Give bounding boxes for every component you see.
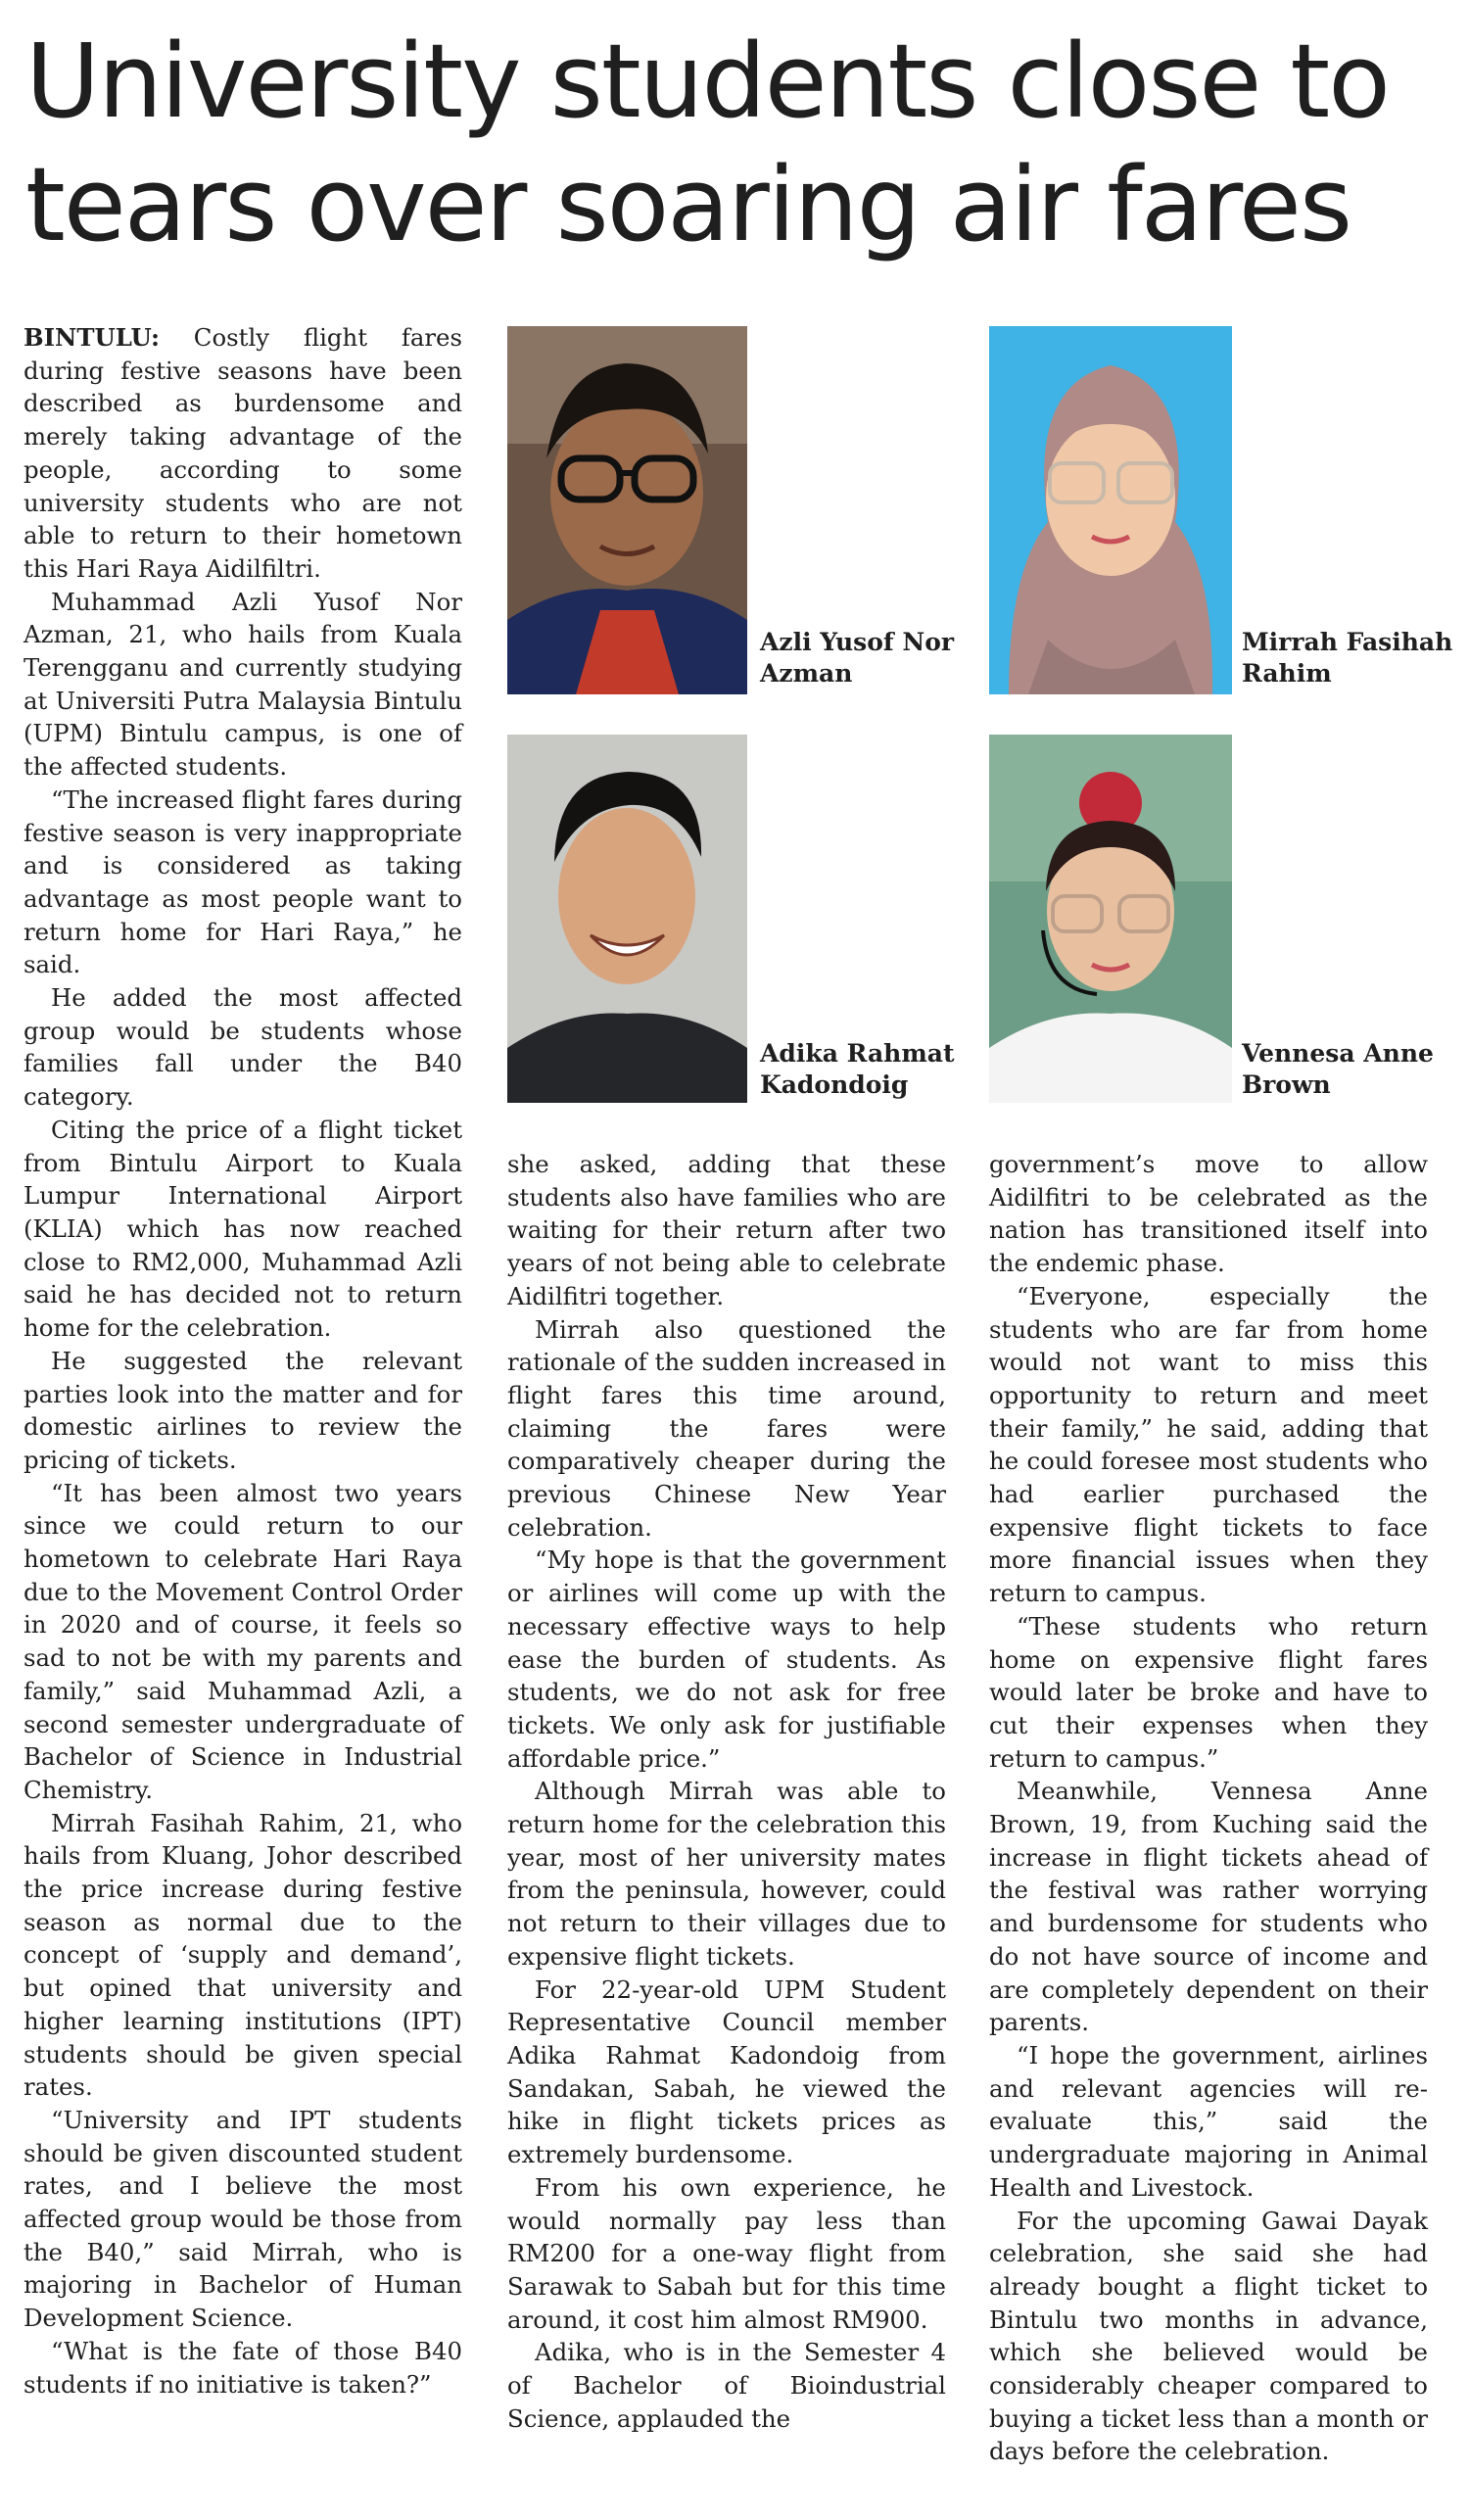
paragraph: government’s move to allow Aidilfitri to be celebrated as the nation has transitioned itself into the endemic phase.: [989, 1150, 1428, 1278]
portrait-photo-azli: [507, 326, 747, 694]
paragraph: Muhammad Azli Yusof Nor Azman, 21, who hails from Kuala Terengganu and currently studying at Universiti Putra Malaysia Bintulu (UPM) Bintulu campus, is one of the affected students.: [24, 587, 462, 782]
paragraph: Citing the price of a flight ticket from Bintulu Airport to Kuala Lumpur International Airport (KLIA) which has now reached close to RM2,000, Muhammad Azli said he has decided not to return home for the celebration.: [24, 1115, 462, 1343]
paragraph: “These students who return home on expensive flight fares would later be broke and have to cut their expenses when they return to campus.”: [989, 1611, 1428, 1773]
portrait-photo-vennesa: [989, 735, 1232, 1103]
article-column-3: [989, 1148, 1428, 2468]
paragraph: “Everyone, especially the students who are far from home would not want to miss this opportunity to return and meet their family,” he said, adding that he could foresee most students who had earlier purchased the expensive flight tickets to face more financial issues when they return to campus.: [989, 1281, 1428, 1608]
paragraph: Meanwhile, Vennesa Anne Brown, 19, from Kuching said the increase in flight tickets ahead of the festival was rather worrying and burdensome for students who do not have source of income and are completely dependent on their parents.: [989, 1777, 1428, 2037]
paragraph: she asked, adding that these students also have families who are waiting for their return after two years of not being able to celebrate Aidilfitri together.: [507, 1150, 946, 1310]
photo-caption: Mirrah Fasihah Rahim: [1242, 628, 1453, 688]
paragraph: “University and IPT students should be given discounted student rates, and I believe the most affected group would be those from the B40,” said Mirrah, who is majoring in Bachelor of Human Development Science.: [24, 2105, 462, 2333]
paragraph: He added the most affected group would be students whose families fall under the B40 category.: [24, 983, 462, 1112]
paragraph: “It has been almost two years since we could return to our hometown to celebrate Hari Raya due to the Movement Control Order in 2020 and of course, it feels so sad to not be with my parents and family,” said Muhammad Azli, a second semester undergraduate of Bachelor of Science in Industrial Chemistry.: [24, 1478, 462, 1804]
paragraph: Although Mirrah was able to return home for the celebration this year, most of her university mates from the peninsula, however, could not return to their villages due to expensive flight tickets.: [507, 1777, 946, 1971]
portrait-photo-icon: [507, 326, 747, 694]
portrait-photo-icon: [989, 735, 1232, 1103]
article-column-2: [507, 1148, 946, 2435]
paragraph: “The increased flight fares during festive season is very inappropriate and is considered as taking advantage as most people want to return home for Hari Raya,” he said.: [24, 785, 462, 979]
photo-caption: Adika Rahmat Kadondoig: [760, 1039, 955, 1099]
paragraph: Mirrah Fasihah Rahim, 21, who hails from Kluang, Johor described the price increase during festive season as normal due to the concept of ‘supply and demand’, but opined that university and higher learning institutions (IPT) students should be given special rates.: [24, 1808, 462, 2102]
headline: University students close to tears over soaring air fares: [25, 22, 1389, 264]
paragraph: From his own experience, he would normally pay less than RM200 for a one-way flight from Sarawak to Sabah but for this time around, it cost him almost RM900.: [507, 2172, 946, 2334]
photo-caption: Azli Yusof Nor Azman: [760, 628, 955, 688]
dateline: BINTULU:: [24, 323, 160, 352]
paragraph: “What is the fate of those B40 students if no initiative is taken?”: [24, 2336, 462, 2399]
paragraph: “My hope is that the government or airlines will come up with the necessary effective ways to help ease the burden of students. As students, we do not ask for free tickets. We only ask for justifiable affordable price.”: [507, 1545, 946, 1773]
portrait-photo-mirrah: [989, 326, 1232, 694]
paragraph: “I hope the government, airlines and relevant agencies will re-evaluate this,” said the undergraduate majoring in Animal Health and Livestock.: [989, 2040, 1428, 2202]
portrait-photo-icon: [989, 326, 1232, 694]
portrait-photo-adika: [507, 735, 747, 1103]
paragraph: For the upcoming Gawai Dayak celebration, she said she had already bought a flight ticket to Bintulu two months in advance, which she believed would be considerably cheaper compared to buying a ticket less than a month or days before the celebration.: [989, 2206, 1428, 2466]
portrait-photo-icon: [507, 735, 747, 1103]
photo-caption: Vennesa Anne Brown: [1242, 1039, 1434, 1099]
paragraph: He suggested the relevant parties look into the matter and for domestic airlines to review the pricing of tickets.: [24, 1346, 462, 1474]
paragraph: For 22-year-old UPM Student Representative Council member Adika Rahmat Kadondoig from Sandakan, Sabah, he viewed the hike in flight tickets prices as extremely burdensome.: [507, 1974, 946, 2169]
paragraph: Adika, who is in the Semester 4 of Bachelor of Bioindustrial Science, applauded the: [507, 2338, 946, 2433]
paragraph: Mirrah also questioned the rationale of the sudden increased in flight fares this time around, claiming the fares were comparatively cheaper during the previous Chinese New Year celebration.: [507, 1314, 946, 1542]
article-column-1: [24, 321, 462, 2401]
paragraph: [24, 321, 462, 586]
paragraph-text: Costly flight fares during festive seasons have been described as burdensome and merely taking advantage of the people, according to some university students who are not able to return to their hometown this Hari Raya Aidilfiltri.: [24, 323, 462, 583]
